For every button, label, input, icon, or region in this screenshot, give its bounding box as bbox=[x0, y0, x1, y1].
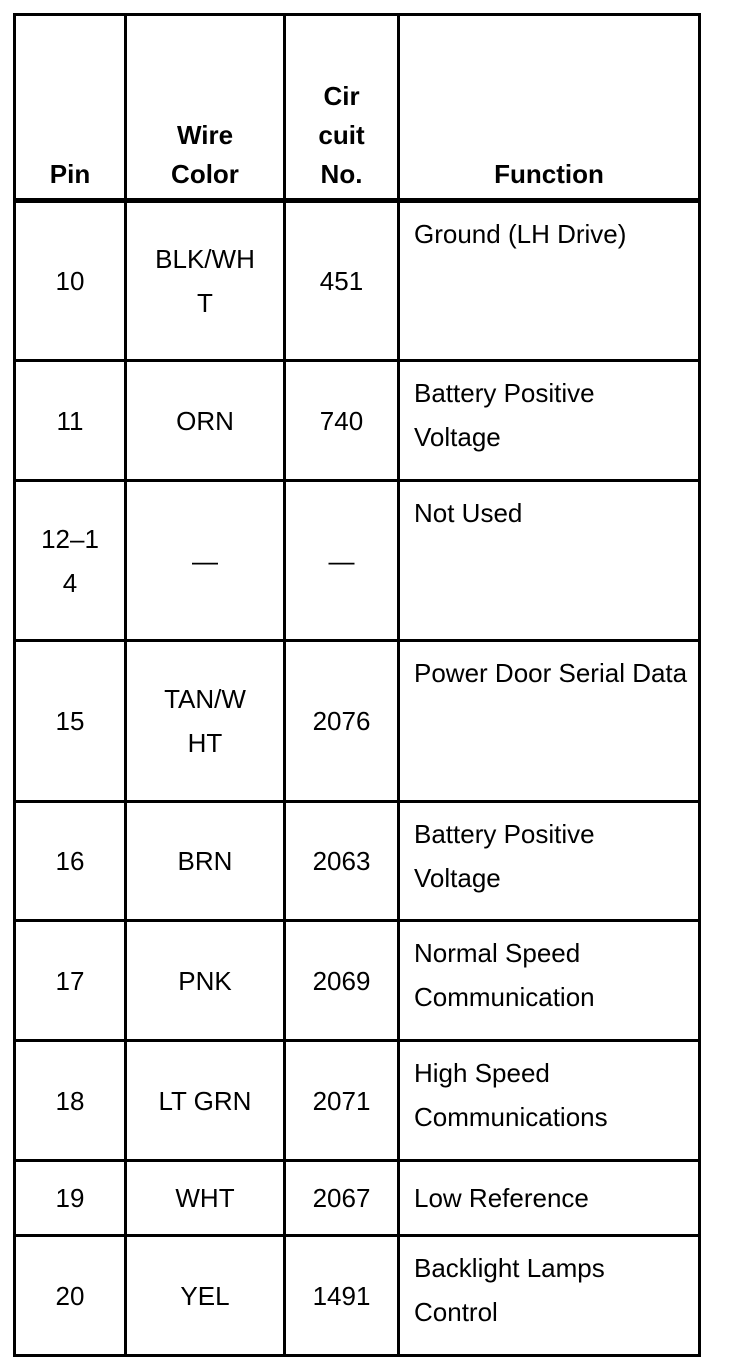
pin-cell: 19 bbox=[15, 1161, 126, 1236]
pin-cell: 17 bbox=[15, 921, 126, 1041]
pin-cell: 10 bbox=[15, 201, 126, 361]
header-circuit-no: Cir cuit No. bbox=[285, 15, 399, 201]
circuit-cell: 2069 bbox=[285, 921, 399, 1041]
table-row bbox=[15, 1161, 700, 1236]
table-row bbox=[15, 921, 700, 1041]
wire-color-cell: — bbox=[126, 481, 285, 641]
circuit-cell: 2063 bbox=[285, 802, 399, 921]
wire-color-cell: LT GRN bbox=[126, 1041, 285, 1161]
circuit-cell: 1491 bbox=[285, 1236, 399, 1356]
table-row bbox=[15, 1041, 700, 1161]
pinout-table bbox=[13, 13, 701, 1357]
pin-cell: 12–14 bbox=[15, 481, 126, 641]
table-row bbox=[15, 481, 700, 641]
circuit-cell: 740 bbox=[285, 361, 399, 481]
pin-cell: 20 bbox=[15, 1236, 126, 1356]
circuit-cell: 2067 bbox=[285, 1161, 399, 1236]
circuit-cell: 451 bbox=[285, 201, 399, 361]
function-cell: Normal Speed Communication bbox=[399, 921, 700, 1041]
wire-color-cell: BRN bbox=[126, 802, 285, 921]
table-row bbox=[15, 201, 700, 361]
header-wire-color: Wire Color bbox=[126, 15, 285, 201]
function-cell: Ground (LH Drive) bbox=[399, 201, 700, 361]
function-cell: Battery Positive Voltage bbox=[399, 802, 700, 921]
function-cell: Battery Positive Voltage bbox=[399, 361, 700, 481]
pin-cell: 18 bbox=[15, 1041, 126, 1161]
table-row bbox=[15, 641, 700, 802]
function-cell: High Speed Communications bbox=[399, 1041, 700, 1161]
function-cell: Backlight Lamps Control bbox=[399, 1236, 700, 1356]
pin-cell: 15 bbox=[15, 641, 126, 802]
table-row bbox=[15, 361, 700, 481]
wire-color-cell: PNK bbox=[126, 921, 285, 1041]
wire-color-cell: YEL bbox=[126, 1236, 285, 1356]
function-cell: Not Used bbox=[399, 481, 700, 641]
wire-color-cell: WHT bbox=[126, 1161, 285, 1236]
wire-color-cell: BLK/WHT bbox=[126, 201, 285, 361]
table-row bbox=[15, 1236, 700, 1356]
header-function: Function bbox=[399, 15, 700, 201]
circuit-cell: 2076 bbox=[285, 641, 399, 802]
table-row bbox=[15, 802, 700, 921]
pin-cell: 16 bbox=[15, 802, 126, 921]
header-pin: Pin bbox=[15, 15, 126, 201]
wire-color-cell: TAN/WHT bbox=[126, 641, 285, 802]
function-cell: Low Reference bbox=[399, 1161, 700, 1236]
header-row bbox=[15, 15, 700, 201]
circuit-cell: — bbox=[285, 481, 399, 641]
circuit-cell: 2071 bbox=[285, 1041, 399, 1161]
pin-cell: 11 bbox=[15, 361, 126, 481]
wire-color-cell: ORN bbox=[126, 361, 285, 481]
function-cell: Power Door Serial Data bbox=[399, 641, 700, 802]
